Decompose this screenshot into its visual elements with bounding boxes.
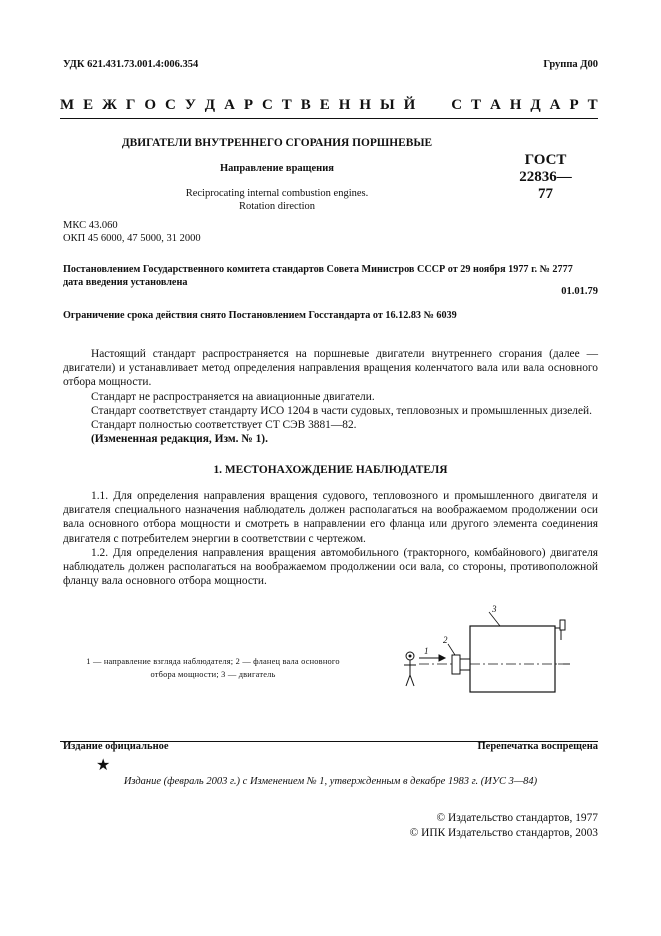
banner-letter: Н [338,97,351,113]
banner-gap [424,97,442,114]
figure-caption-line2: отбора мощности; 3 — двигатель [150,670,276,679]
banner-letter: Т [471,97,482,113]
standard-banner [60,97,598,114]
view-direction-arrow [419,655,445,661]
rear-connector [555,620,565,640]
english-title-line1: Reciprocating internal combustion engines. [185,188,369,199]
banner-letter: Г [125,97,136,113]
banner-letter: Н [509,97,522,113]
section-paragraph: 1.1. Для определения направления вращения судового, тепловозного и промышленного двигателя и двигателя специального назначения наблюдатель должен располагаться на воображаемом продолжении оси вала основного отбора мощности и смотреть в направлении его фланца или другого элемента соединения двигателя с потребителем энергии в соответствии с чертежом. [63,490,598,545]
banner-letter: А [549,97,561,113]
mks-code: МКС 43.060 [63,220,118,231]
banner-letter: Т [281,97,292,113]
observer-figure [404,652,416,686]
section-text [63,489,598,588]
decree-line1: Постановлением Государственного комитета стандартов Совета Министров СССР от 29 ноября 1977 г. № 2777 [63,264,573,275]
intro-paragraph: Стандарт не распространяется на авиационные двигатели. [91,390,375,403]
classification [63,219,201,245]
intro-paragraph: Стандарт соответствует стандарту ИСО 1204 в части судовых, тепловозных и промышленных дизелей. [91,404,592,417]
label2-leader [448,644,455,655]
engine-diagram [395,600,585,695]
banner-letter: Т [587,97,598,113]
decree-line2: дата введения установлена [63,277,188,288]
banner-letter: С [261,97,273,113]
english-title [63,187,491,213]
shaft-shape [460,659,470,670]
figure-caption-line1: 1 — направление взгляда наблюдателя; 2 — фланец вала основного [86,657,340,666]
edition-note: Издание (февраль 2003 г.) с Изменением № 1, утвержденным в декабре 1983 г. (ИУС 3—84) [123,776,538,787]
group-code: Группа Д00 [543,59,598,70]
banner-letter: В [300,97,311,113]
copyright-line1: © Издательство стандартов, 1977 [436,812,598,824]
document-title: ДВИГАТЕЛИ ВНУТРЕННЕГО СГОРАНИЯ ПОРШНЕВЫЕ [121,137,433,149]
gost-block [513,152,578,203]
okp-code: ОКП 45 6000, 47 5000, 31 2000 [63,233,201,244]
banner-letter: О [144,97,157,113]
banner-letter: А [489,97,501,113]
figure-caption [63,655,363,681]
english-title-line2: Rotation direction [238,201,316,212]
banner-letter: Д [204,97,216,113]
banner-letter: С [451,97,463,113]
figure-label-2: 2 [443,635,448,645]
intro-paragraph: Стандарт полностью соответствует СТ СЭВ 3881—82. [91,419,357,432]
banner-letter: Е [83,97,94,113]
reprint-prohibited-label: Перепечатка воспрещена [477,741,598,752]
engine-body [470,626,555,692]
banner-letter: Ж [102,97,117,113]
banner-letter: Р [569,97,579,113]
gost-number: 22836—77 [519,169,572,202]
intro-amendment: (Измененная редакция, Изм. № 1). [91,433,268,446]
banner-rule [60,118,598,119]
banner-letter: С [165,97,176,113]
banner-letter: Н [359,97,371,113]
limitation-note: Ограничение срока действия снято Постановлением Госстандарта от 16.12.83 № 6039 [63,310,457,321]
section-paragraph: 1.2. Для определения направления вращения автомобильного (тракторного, комбайнового) двигателя наблюдатель должен располагаться на воображаемом продолжении оси вала, со стороны, противоположной фланцу вала основного отбора мощности. [63,546,598,588]
banner-letter: Д [530,97,541,113]
copyright-block [410,811,598,840]
effective-date: 01.01.79 [561,286,598,297]
banner-letter: Ы [379,97,395,113]
banner-letter: У [184,97,196,113]
section-heading: 1. МЕСТОНАХОЖДЕНИЕ НАБЛЮДАТЕЛЯ [213,464,448,476]
banner-letter: Е [319,97,330,113]
figure-label-3: 3 [492,604,497,614]
document-subtitle: Направление вращения [220,163,334,174]
banner-letter: А [224,97,235,113]
flange-shape [452,655,460,674]
udk-code: УДК 621.431.73.001.4:006.354 [63,59,199,70]
decree-block [63,263,598,289]
banner-letter: Й [403,97,416,113]
intro-text [63,347,598,446]
label3-leader [489,612,500,626]
figure-label-1: 1 [424,646,429,656]
banner-letter: Р [243,97,254,113]
star-icon: ★ [96,757,111,774]
copyright-line2: © ИПК Издательство стандартов, 2003 [409,826,598,839]
intro-paragraph: Настоящий стандарт распространяется на поршневые двигатели внутреннего сгорания (далее — двигатели) и устанавливает метод определения направления вращения коленчатого вала или вала основного отбора мощности. [63,348,598,389]
banner-letter: М [60,97,75,113]
gost-label: ГОСТ [524,152,567,168]
official-edition-label: Издание официальное [63,741,169,752]
